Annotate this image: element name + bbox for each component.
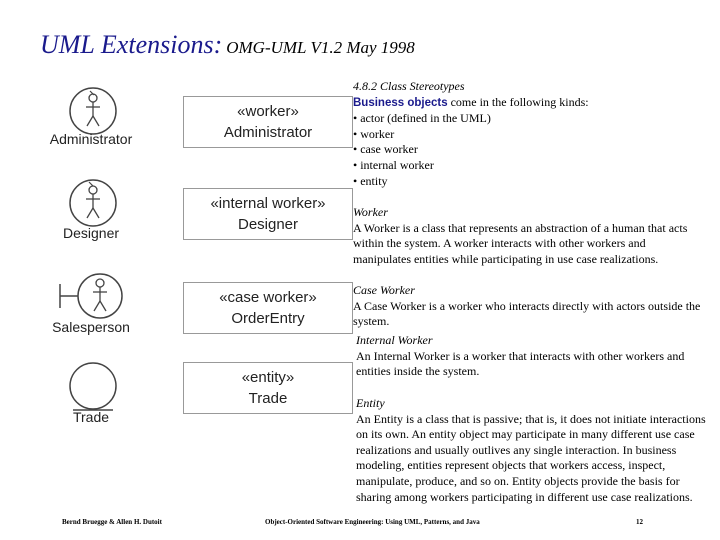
footer-book-title: Object-Oriented Software Engineering: Using UML, Patterns, and Java <box>265 518 480 526</box>
stereotype-keyword: «entity» <box>241 369 295 386</box>
section-heading: Case Worker <box>353 283 415 297</box>
section-body: A Worker is a class that represents an abstraction of a human that acts within the system. A worker interacts with other workers and manipulates entities while participating in use case realizations. <box>353 220 688 266</box>
icon-label-trade: Trade <box>72 409 110 425</box>
stereotype-class-name: Trade <box>248 390 288 407</box>
section-case-worker <box>353 283 703 330</box>
section-internal-worker <box>356 333 706 380</box>
section-body: An Entity is a class that is passive; that is, it does not initiate interactions on its own. An entity object may participate in many different use case realizations and usually outlives any single interaction. In business modeling, entities represent objects that workers access, inspect, manipulate, produce, and so on. Entity objects provide the basis for sharing among workers participating in different use case realizations. <box>356 411 706 504</box>
stereotype-keyword: «worker» <box>237 103 299 120</box>
section-entity <box>356 396 706 505</box>
bullet-item: • internal worker <box>353 157 434 172</box>
title-main: UML Extensions: <box>40 30 223 59</box>
bullet-item: • actor (defined in the UML) <box>353 111 491 126</box>
stereotype-class-name: Administrator <box>223 124 313 141</box>
intro-lead-rest: come in the following kinds: <box>447 94 589 109</box>
footer-page-number: 12 <box>636 518 643 526</box>
intro-lead <box>353 95 703 112</box>
stereotype-box-entity <box>183 362 353 414</box>
bullet-item: • case worker <box>353 142 418 157</box>
icon-label-designer: Designer <box>62 225 120 241</box>
stereotype-class-name: Designer <box>237 216 299 233</box>
section-body: An Internal Worker is a worker that interacts with other workers and entities inside the system. <box>356 348 685 379</box>
intro-heading: 4.8.2 Class Stereotypes <box>353 79 465 93</box>
icon-label-salesperson: Salesperson <box>52 319 130 335</box>
intro-block <box>353 79 703 189</box>
stereotype-keyword: «case worker» <box>219 289 317 306</box>
section-heading: Internal Worker <box>356 333 433 347</box>
stereotype-box-internal-worker <box>183 188 353 240</box>
title-sub: OMG-UML V1.2 May 1998 <box>226 38 415 57</box>
slide-title <box>40 30 415 60</box>
footer-authors: Bernd Bruegge & Allen H. Dutoit <box>62 518 162 526</box>
section-heading: Worker <box>353 205 388 219</box>
stereotype-keyword: «internal worker» <box>210 195 326 212</box>
stereotype-box-case-worker <box>183 282 353 334</box>
stereotype-class-name: OrderEntry <box>231 310 305 327</box>
bullet-item: • worker <box>353 126 395 141</box>
section-body: A Case Worker is a worker who interacts directly with actors outside the system. <box>353 298 701 329</box>
intro-lead-bold: Business objects <box>353 96 448 109</box>
section-worker <box>353 205 703 267</box>
icon-label-administrator: Administrator <box>49 131 133 147</box>
section-heading: Entity <box>356 396 385 410</box>
stereotype-box-worker <box>183 96 353 148</box>
bullet-item: • entity <box>353 173 388 188</box>
